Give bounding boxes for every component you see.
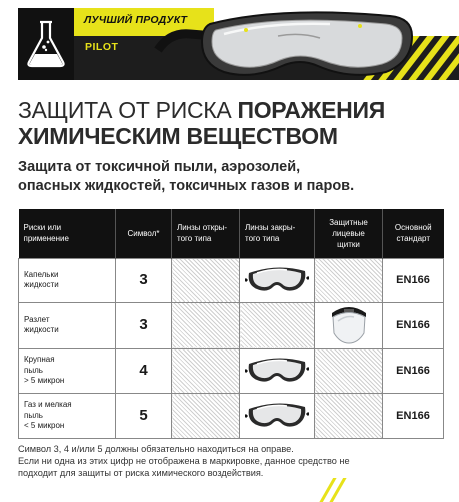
standard-cell: EN166 [383,349,444,394]
footnote-line1: Символ 3, 4 и/или 5 должны обязательно находиться на оправе. [18,444,294,454]
open-lens-cell-na [172,302,240,349]
header-standard [383,209,444,258]
risk-line2: жидкости [24,325,59,335]
header-closed-lens [240,209,315,258]
goggles-icon [245,397,309,431]
header-std-line2: стандарт [396,234,430,244]
risk-line3: < 5 микрон [24,421,65,431]
page-title-line2: ХИМИЧЕСКИМ ВЕЩЕСТВОМ [18,123,338,149]
best-product-label: ЛУЧШИЙ ПРОДУКТ [84,14,188,26]
risk-line1: Разлет [24,314,50,324]
title-thin-part: ЗАЩИТА ОТ РИСКА [18,97,238,123]
header-symbol: Символ* [116,209,172,258]
standard-cell: EN166 [383,258,444,302]
symbol-cell: 3 [116,258,172,302]
header-closed-line2: того типа [245,234,280,244]
subtitle-line2: опасных жидкостей, токсичных газов и паров. [18,178,355,194]
header-risk-line1: Риски или [23,223,62,233]
face-shield-icon [324,303,374,345]
header-open-lens [172,209,240,258]
face-shield-cell-na [315,394,383,439]
risk-cell [19,349,116,394]
table-row [19,258,444,302]
header-shield-line1: Защитные [329,217,368,227]
flask-icon [23,16,69,72]
header-risk [19,209,116,258]
open-lens-cell-na [172,394,240,439]
closed-lens-cell [240,394,315,439]
risk-line2: пыль [24,365,43,375]
closed-lens-cell-na [240,302,315,349]
header-open-line2: того типа [177,234,212,244]
footnote-line3: подходит для защиты от риска химического воздействия. [18,468,264,479]
goggles-icon [245,261,309,295]
model-name: PILOT [85,41,119,53]
standard-cell: EN166 [383,302,444,349]
footnote [18,443,448,480]
open-lens-cell-na [172,258,240,302]
page-title [18,97,385,124]
goggles-icon [245,352,309,386]
closed-lens-cell [240,258,315,302]
standard-cell: EN166 [383,394,444,439]
risk-line2: жидкости [24,280,59,289]
product-banner [0,0,459,85]
table-row [19,302,444,349]
header-shield-line3: щитки [337,239,360,249]
risk-cell [19,302,116,349]
table-header-row [19,209,444,258]
header-std-line1: Основной [394,223,432,233]
risk-line2: пыль [24,410,43,420]
table-row [19,394,444,439]
page-subtitle [18,158,448,196]
symbol-cell: 5 [116,394,172,439]
risk-cell [19,394,116,439]
face-shield-cell-na [315,258,383,302]
risk-line3: > 5 микрон [24,376,65,386]
face-shield-cell [315,302,383,349]
protection-table [18,209,444,439]
risk-line1: Капельки [24,269,59,279]
table-row [19,349,444,394]
title-bold-part: ПОРАЖЕНИЯ [237,97,385,123]
risk-cell [19,258,116,302]
header-closed-line1: Линзы закры- [245,223,296,233]
header-shield-line2: лицевые [332,228,365,238]
header-open-line1: Линзы откры- [177,223,228,233]
subtitle-line1: Защита от токсичной пыли, аэрозолей, [18,159,301,175]
corner-stripes [300,478,459,502]
header-face-shield [315,209,383,258]
open-lens-cell-na [172,349,240,394]
symbol-cell: 3 [116,302,172,349]
chemistry-badge [18,8,74,80]
header-risk-line2: применение [23,234,69,244]
closed-lens-cell [240,349,315,394]
risk-line1: Газ и мелкая [24,400,72,410]
footnote-line2: Если ни одна из этих цифр не отображена в маркировке, данное средство не [18,456,350,467]
goggles-product-image [150,2,420,84]
symbol-cell: 4 [116,349,172,394]
face-shield-cell-na [315,349,383,394]
risk-line1: Крупная [24,355,55,365]
